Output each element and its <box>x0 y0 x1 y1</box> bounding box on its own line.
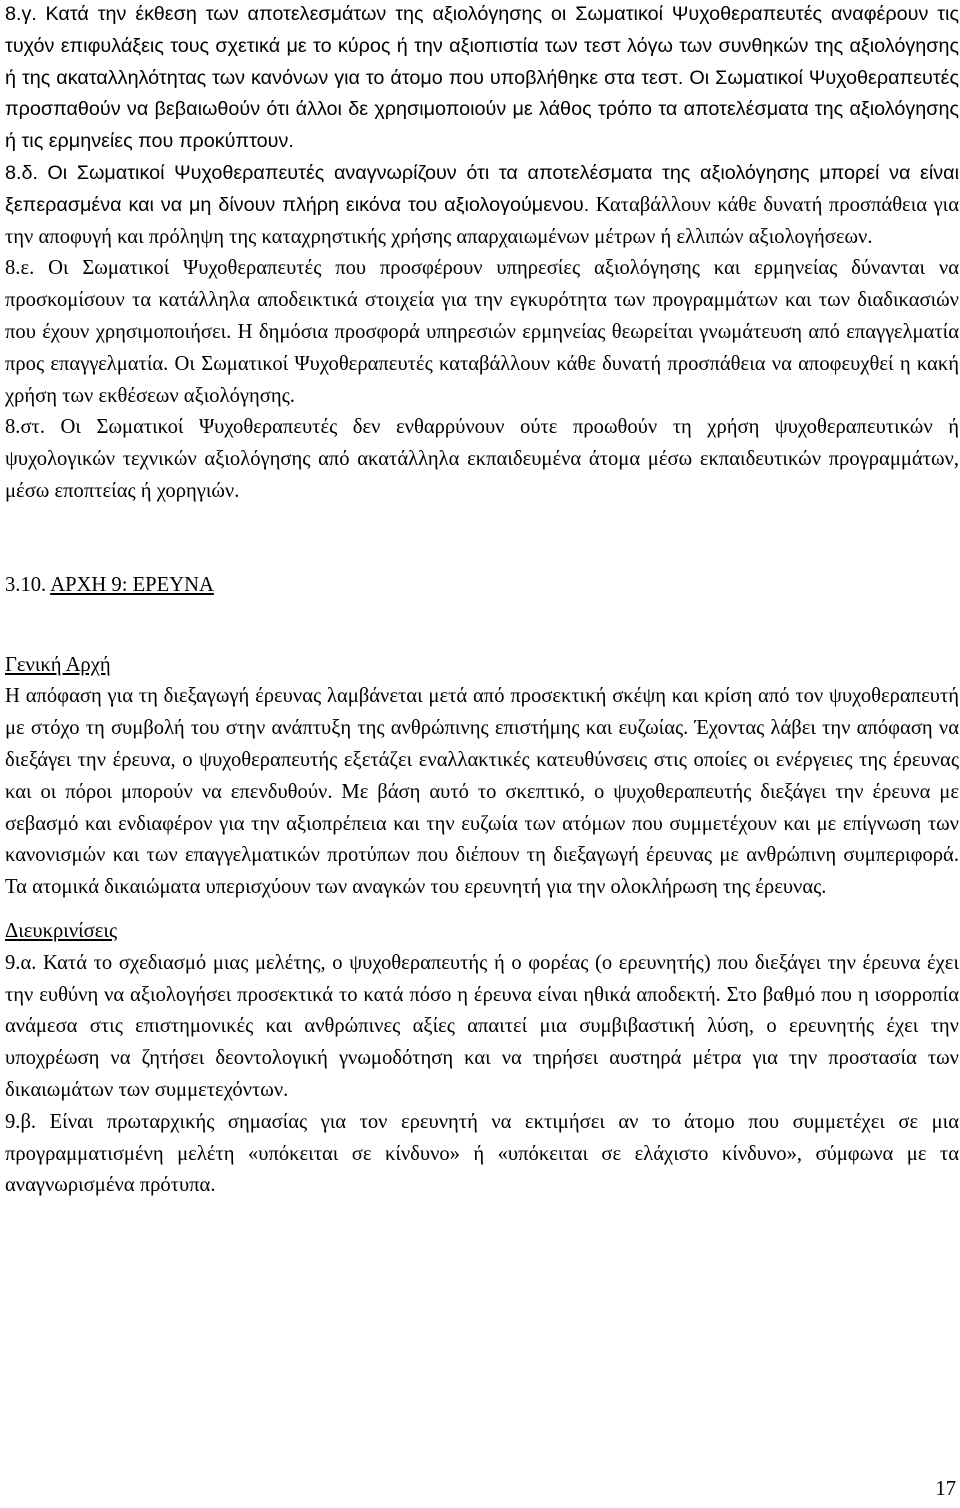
text-8d-serif: Καταβάλλουν κάθε δυνατή προσπάθεια για την αποφυγή και πρόληψη της καταχρηστικής χρήσης απαρχαιωμένων μέτρων ή ελλιπών αξιολογήσεων. <box>5 193 959 248</box>
text-8e: Οι Σωματικοί Ψυχοθεραπευτές που προσφέρουν υπηρεσίες αξιολόγησης και ερμηνείας δύνανται να προσκομίσουν τα κατάλληλα αποδεικτικά στοιχεία για την εγκυρότητα των προγραμμάτων και των διαδικασιών που έχουν χρησιμοποιήσει. Η δημόσια προσφορά υπηρεσιών ερμηνείας θεωρείται γνωμάτευση από επαγγελματία προς επαγγελματία. Οι Σωματικοί Ψυχοθεραπευτές καταβάλλουν κάθε δυνατή προσπάθεια να αποφευχθεί η κακή χρήση των εκθέσεων αξιολόγησης. <box>5 257 959 407</box>
text-9b: Είναι πρωταρχικής σημασίας για τον ερευνητή να εκτιμήσει αν το άτομο που συμμετέχει σε μια προγραμματισμένη μελέτη «υπόκειται σε κίνδυνο» ή «υπόκειται σε ελάχιστο κίνδυνο», σύμφωνα με τα αναγνωρισμένα πρότυπα. <box>5 1110 959 1197</box>
section-heading <box>5 570 959 602</box>
text-8st: Οι Σωματικοί Ψυχοθεραπευτές δεν ενθαρρύνουν ούτε προωθούν τη χρήση ψυχοθεραπευτικών ή ψυχολογικών τεχνικών αξιολόγησης από ακατάλληλα εκπαιδευμένα άτομα μέσω εκπαιδευτικών προγραμμάτων, μέσω εποπτείας ή χορηγιών. <box>5 416 959 502</box>
general-principle-text: Η απόφαση για τη διεξαγωγή έρευνας λαμβάνεται μετά από προσεκτική σκέψη και κρίση από τον ψυχοθεραπευτή με στόχο τη συμβολή του στην ανάπτυξη της ανθρώπινης επιστήμης και ευζωίας. Έχοντας λάβει την απόφαση να διεξάγει την έρευνα, ο ψυχοθεραπευτής εξετάζει εναλλακτικές κατευθύνσεις στις οποίες οι ενέργειες της έρευνας και οι πόροι μπορούν να επενδυθούν. Με βάση αυτό το σκεπτικό, ο ψυχοθεραπευτής διεξάγει την έρευνα με σεβασμό και ενδιαφέρον για την αξιοπρέπεια και την ευζωία των ατόμων που συμμετέχουν και με επίγνωση των κανονισμών και των επαγγελματικών προτύπων που διέπουν τη διεξαγωγή έρευνας με ανθρώπινη συμπεριφορά. Τα ατομικά δικαιώματα υπερισχύουν των αναγκών του ερευνητή για την ολοκλήρωση της έρευνας. <box>5 685 959 899</box>
paragraph-9a <box>5 948 959 1107</box>
paragraph-8d <box>5 158 959 253</box>
paragraph-8st <box>5 412 959 507</box>
label-8e: 8.ε. <box>5 257 35 280</box>
text-8d-sans: Οι Σωματικοί Ψυχοθεραπευτές αναγνωρίζουν ότι τα αποτελέσματα της αξιολόγησης μπορεί να είναι ξεπερασμένα και να μη δίνουν πλήρη εικόνα του αξιολογούμενου. <box>5 161 959 216</box>
label-8g: 8.γ. <box>5 3 37 25</box>
clarifications-heading: Διευκρινίσεις <box>5 919 118 942</box>
page-number: 17 <box>935 1478 956 1500</box>
label-8d: 8.δ. <box>5 161 39 184</box>
document-page <box>5 0 959 1202</box>
section-title: ΑΡΧΗ 9: ΕΡΕΥΝΑ <box>50 573 214 596</box>
paragraph-8e <box>5 253 959 412</box>
label-8st: 8.στ. <box>5 416 45 439</box>
paragraph-9b <box>5 1107 959 1202</box>
label-9b: 9.β. <box>5 1110 37 1133</box>
section-number: 3.10. <box>5 573 51 596</box>
text-8g: Κατά την έκθεση των αποτελεσμάτων της αξιολόγησης οι Σωματικοί Ψυχοθεραπευτές αναφέρουν τις τυχόν επιφυλάξεις τους σχετικά με το κύρος ή την αξιοπιστία των τεστ λόγω των συνθηκών της αξιολόγησης ή της ακαταλληλότητας των κανόνων για το άτομο που υποβλήθηκε στα τεστ. Οι Σωματικοί Ψυχοθεραπευτές προσπαθούν να βεβαιωθούν ότι άλλοι δε χρησιμοποιούν με λάθος τρόπο τα αποτελέσματα της αξιολόγησης ή τις ερμηνείες που προκύπτουν. <box>5 3 959 153</box>
label-9a: 9.α. <box>5 951 37 974</box>
spacer <box>5 904 959 916</box>
spacer <box>5 508 959 570</box>
text-9a: Κατά το σχεδιασμό μιας μελέτης, ο ψυχοθεραπευτής ή ο φορέας (ο ερευνητής) που διεξάγει την έρευνα έχει την ευθύνη να αξιολογήσει προσεκτικά το κατά πόσο η έρευνα είναι ηθικά αποδεκτή. Στο βαθμό που η ισορροπία ανάμεσα στις επιστημονικές και ανθρώπινες αξίες απαιτεί μια συμβιβαστική λύση, ο ερευνητής έχει την υποχρέωση να ζητήσει δεοντολογική γνωμοδότηση και να τηρήσει αυστηρά μέτρα για την προστασία των δικαιωμάτων των συμμετεχόντων. <box>5 951 959 1101</box>
spacer <box>5 602 959 650</box>
paragraph-8g <box>5 0 959 158</box>
general-principle-heading: Γενική Αρχή <box>5 653 111 676</box>
